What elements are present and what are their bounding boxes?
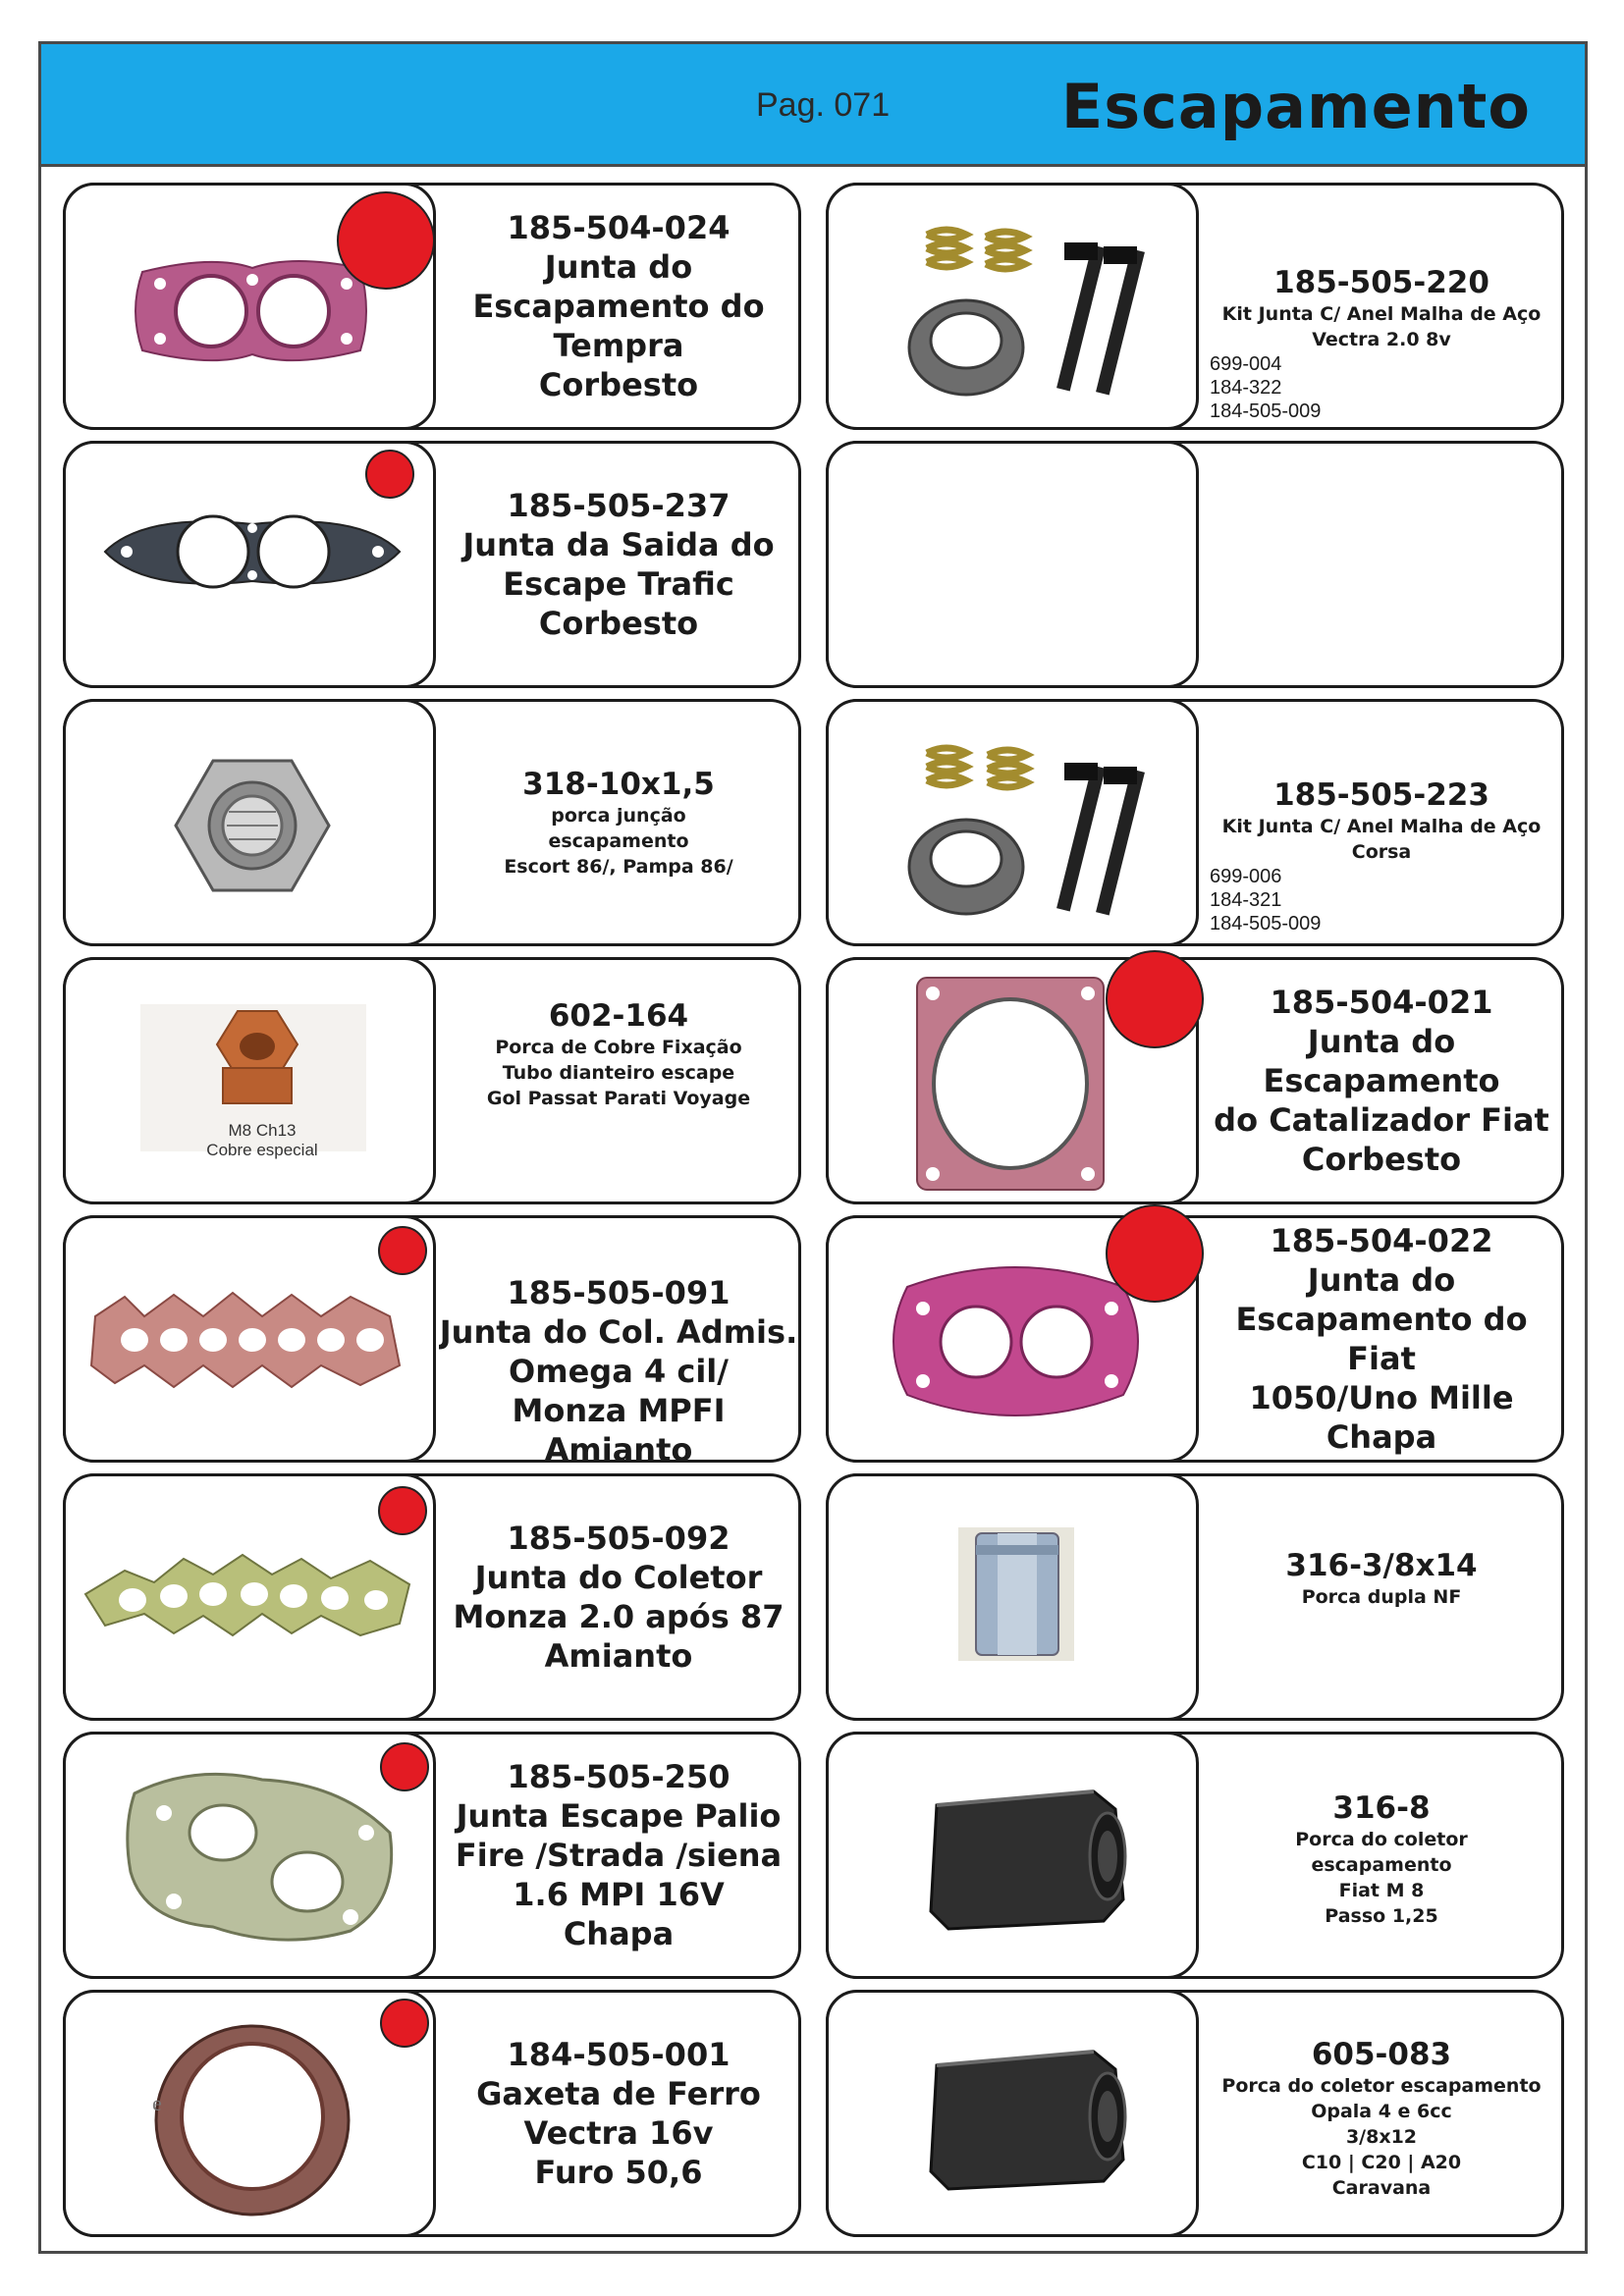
product-desc-line: Porca do coletor escapamento: [1221, 2075, 1542, 2097]
product-desc-line: Corbesto: [1301, 1141, 1462, 1178]
product-code: 316-3/8x14: [1285, 1548, 1478, 1583]
product-desc-line: Junta Escape Palio: [456, 1797, 782, 1835]
product-desc-line: Corsa: [1351, 841, 1412, 863]
reference-code: 184-321: [1210, 889, 1282, 911]
product-card[interactable]: [826, 957, 1564, 1204]
product-desc-line: porca junção: [551, 805, 686, 827]
product-code: 185-505-092: [507, 1520, 731, 1557]
product-desc-line: Porca dupla NF: [1301, 1586, 1462, 1608]
product-card[interactable]: [826, 183, 1564, 430]
product-desc-line: Gol Passat Parati Voyage: [486, 1088, 751, 1109]
reference-code: 184-505-009: [1210, 400, 1322, 422]
product-code: 185-505-237: [507, 487, 731, 524]
red-dot-marker: [1106, 950, 1204, 1048]
product-image: [826, 183, 1199, 430]
product-desc-line: Porca de Cobre Fixação: [495, 1037, 742, 1058]
product-desc-line: Amianto: [544, 1431, 693, 1460]
product-desc-line: Vectra 16v: [523, 2114, 714, 2152]
product-desc-line: Chapa: [563, 1915, 675, 1952]
product-desc-line: Escort 86/, Pampa 86/: [504, 856, 733, 878]
reference-code: 699-004: [1210, 353, 1282, 375]
product-card[interactable]: [826, 1732, 1564, 1979]
product-image: [826, 1732, 1199, 1979]
empty-card: [826, 441, 1564, 688]
product-image: [826, 699, 1199, 946]
product-card[interactable]: [63, 183, 801, 430]
product-desc-line: Kit Junta C/ Anel Malha de Aço: [1221, 303, 1542, 325]
product-desc-line: Tempra: [553, 327, 684, 364]
product-desc-line: Monza MPFI: [512, 1392, 726, 1429]
product-code: 185-505-091: [507, 1274, 731, 1311]
product-image: [63, 1990, 436, 2237]
product-desc-line: 3/8x12: [1345, 2126, 1418, 2148]
product-image: [63, 441, 436, 688]
product-desc-line: Passo 1,25: [1325, 1905, 1438, 1927]
product-desc-line: Opala 4 e 6cc: [1311, 2101, 1452, 2122]
product-code: 184-505-001: [507, 2036, 731, 2073]
page-number: Pag. 071: [756, 86, 891, 124]
product-code: 185-505-223: [1273, 777, 1489, 813]
product-desc-line: Junta do Escapamento: [1263, 1023, 1500, 1099]
product-code: 318-10x1,5: [522, 767, 715, 802]
product-desc-line: Junta do: [544, 248, 693, 286]
product-image: [63, 957, 436, 1204]
product-desc-line: Junta do Col. Admis.: [439, 1313, 798, 1351]
product-desc-line: Fiat M 8: [1338, 1880, 1425, 1901]
product-desc-line: Furo 50,6: [534, 2154, 703, 2191]
product-code: 185-505-220: [1273, 265, 1489, 300]
product-code: 185-504-024: [507, 209, 731, 246]
product-code: 605-083: [1311, 2037, 1452, 2072]
product-code: 185-504-021: [1270, 984, 1493, 1021]
red-dot-marker: [380, 1999, 429, 2048]
reference-code: 699-006: [1210, 866, 1282, 887]
product-card[interactable]: [63, 1473, 801, 1721]
product-card[interactable]: [63, 699, 801, 946]
product-desc-line: Tubo dianteiro escape: [502, 1062, 735, 1084]
product-desc-line: Escapamento do: [472, 288, 765, 325]
product-image: [63, 183, 436, 430]
product-desc-line: Escapamento do Fiat: [1235, 1301, 1528, 1377]
red-dot-marker: [1106, 1204, 1204, 1303]
product-desc-line: Vectra 2.0 8v: [1312, 329, 1451, 350]
red-dot-marker: [365, 450, 414, 499]
product-desc-line: Porca do coletor: [1295, 1829, 1468, 1850]
product-code: 185-504-022: [1270, 1222, 1493, 1259]
page-title: Escapamento: [1060, 71, 1531, 142]
product-card[interactable]: [63, 957, 801, 1204]
product-desc-line: Corbesto: [538, 605, 699, 642]
product-desc-line: C10 | C20 | A20: [1301, 2152, 1462, 2173]
product-desc-line: Escape Trafic: [503, 565, 734, 603]
product-desc-line: escapamento: [1311, 1854, 1452, 1876]
svg-text:e: e: [152, 2091, 162, 2115]
product-card[interactable]: [63, 441, 801, 688]
product-image: [63, 1473, 436, 1721]
product-image: [63, 1732, 436, 1979]
product-desc-line: Kit Junta C/ Anel Malha de Aço: [1221, 816, 1542, 837]
product-desc-line: 1.6 MPI 16V: [513, 1876, 725, 1913]
product-card[interactable]: [63, 1732, 801, 1979]
product-image: [63, 699, 436, 946]
product-desc-line: do Catalizador Fiat: [1214, 1101, 1549, 1139]
product-desc-line: Chapa: [1326, 1418, 1437, 1456]
product-desc-line: Gaxeta de Ferro: [476, 2075, 761, 2112]
red-dot-marker: [380, 1742, 429, 1791]
product-desc-line: 1050/Uno Mille: [1249, 1379, 1514, 1416]
red-dot-marker: [378, 1486, 427, 1535]
image-caption: Cobre especial: [206, 1141, 318, 1159]
product-code: 602-164: [548, 998, 689, 1034]
product-image: [826, 957, 1199, 1204]
reference-code: 184-322: [1210, 377, 1282, 399]
product-desc-line: Fire /Strada /siena: [455, 1837, 783, 1874]
reference-code: 184-505-009: [1210, 913, 1322, 934]
product-desc-line: Omega 4 cil/: [509, 1353, 729, 1390]
product-card[interactable]: [63, 1215, 801, 1463]
product-image: [826, 1990, 1199, 2237]
product-card[interactable]: [826, 1473, 1564, 1721]
product-desc-line: Junta do Coletor: [474, 1559, 763, 1596]
product-card[interactable]: [826, 1990, 1564, 2237]
product-desc-line: Amianto: [544, 1637, 693, 1675]
product-code: 185-505-250: [507, 1758, 731, 1795]
product-image: [826, 1473, 1199, 1721]
product-desc-line: Junta do: [1307, 1261, 1456, 1299]
product-desc-line: Junta da Saida do: [462, 526, 775, 563]
product-desc-line: Caravana: [1331, 2177, 1432, 2199]
red-dot-marker: [337, 191, 435, 290]
product-image: [826, 441, 1199, 688]
product-code: 316-8: [1332, 1790, 1431, 1826]
image-caption: M8 Ch13: [228, 1121, 297, 1140]
product-card[interactable]: [63, 1990, 801, 2237]
product-desc-line: Corbesto: [538, 366, 699, 403]
product-card[interactable]: [826, 699, 1564, 946]
product-image: [826, 1215, 1199, 1463]
product-image: [63, 1215, 436, 1463]
red-dot-marker: [378, 1226, 427, 1275]
product-desc-line: escapamento: [548, 830, 689, 852]
product-card[interactable]: [826, 1215, 1564, 1463]
product-desc-line: Monza 2.0 após 87: [453, 1598, 785, 1635]
